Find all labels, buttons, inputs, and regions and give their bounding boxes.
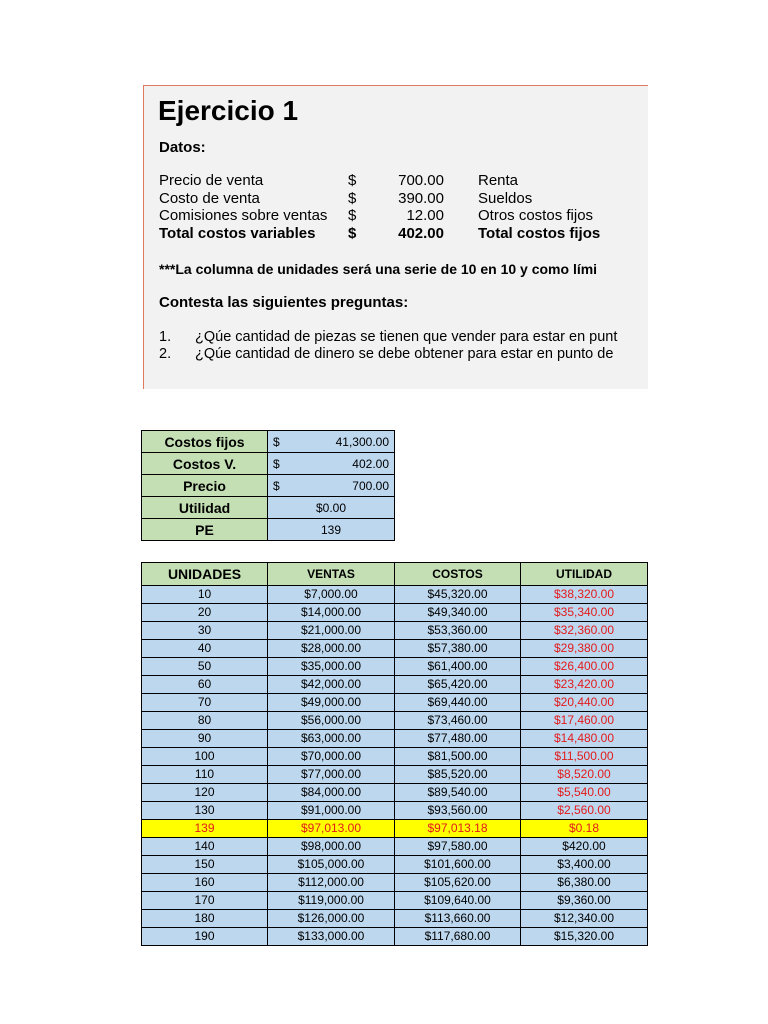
cell-utilidad[interactable]: $26,400.00 bbox=[521, 658, 648, 676]
summary-label: Costos V. bbox=[142, 453, 268, 475]
table-row bbox=[142, 856, 648, 874]
table-row-break-even bbox=[142, 820, 648, 838]
currency-sign: $ bbox=[273, 434, 280, 449]
table-row bbox=[142, 712, 648, 730]
dato-right-label: Total costos fijos bbox=[478, 225, 601, 242]
units-table bbox=[141, 562, 648, 946]
cell-ventas[interactable]: $28,000.00 bbox=[268, 640, 395, 658]
cell-costos[interactable]: $45,320.00 bbox=[395, 586, 521, 604]
table-row bbox=[142, 748, 648, 766]
cell-unidades[interactable]: 130 bbox=[142, 802, 268, 820]
dato-right-label: Renta bbox=[478, 172, 519, 189]
cell-costos[interactable]: $85,520.00 bbox=[395, 766, 521, 784]
cell-unidades[interactable]: 70 bbox=[142, 694, 268, 712]
cell-utilidad[interactable]: $0.18 bbox=[521, 820, 648, 838]
cell-costos[interactable]: $97,013.18 bbox=[395, 820, 521, 838]
summary-row-precio bbox=[142, 475, 395, 497]
dato-currency: $ bbox=[348, 207, 357, 224]
table-row bbox=[142, 874, 648, 892]
dato-amount: 12.00 bbox=[406, 207, 444, 224]
table-row bbox=[142, 928, 648, 946]
dato-label: Total costos variables bbox=[159, 225, 316, 242]
datos-label: Datos: bbox=[159, 139, 206, 156]
dato-amount: 402.00 bbox=[398, 225, 444, 242]
cell-utilidad[interactable]: $15,320.00 bbox=[521, 928, 648, 946]
cell-utilidad[interactable]: $6,380.00 bbox=[521, 874, 648, 892]
table-row bbox=[142, 658, 648, 676]
cell-unidades[interactable]: 140 bbox=[142, 838, 268, 856]
cell-costos[interactable]: $89,540.00 bbox=[395, 784, 521, 802]
dato-label: Costo de venta bbox=[159, 190, 260, 207]
summary-label: Precio bbox=[142, 475, 268, 497]
cell-costos[interactable]: $81,500.00 bbox=[395, 748, 521, 766]
cell-costos[interactable]: $105,620.00 bbox=[395, 874, 521, 892]
column-header-costos[interactable]: COSTOS bbox=[395, 563, 521, 586]
cell-unidades[interactable]: 100 bbox=[142, 748, 268, 766]
cell-utilidad[interactable]: $2,560.00 bbox=[521, 802, 648, 820]
cell-costos[interactable]: $65,420.00 bbox=[395, 676, 521, 694]
cell-ventas[interactable]: $112,000.00 bbox=[268, 874, 395, 892]
cell-utilidad[interactable]: $3,400.00 bbox=[521, 856, 648, 874]
column-header-ventas[interactable]: VENTAS bbox=[268, 563, 395, 586]
cell-ventas[interactable]: $63,000.00 bbox=[268, 730, 395, 748]
summary-value: 700.00 bbox=[352, 478, 389, 493]
units-header-row bbox=[142, 563, 648, 586]
cell-ventas[interactable]: $70,000.00 bbox=[268, 748, 395, 766]
cell-ventas[interactable]: $119,000.00 bbox=[268, 892, 395, 910]
currency-sign: $ bbox=[273, 478, 280, 493]
cell-utilidad[interactable]: $8,520.00 bbox=[521, 766, 648, 784]
cell-utilidad[interactable]: $38,320.00 bbox=[521, 586, 648, 604]
cell-unidades[interactable]: 90 bbox=[142, 730, 268, 748]
cell-unidades[interactable]: 139 bbox=[142, 820, 268, 838]
cell-unidades[interactable]: 50 bbox=[142, 658, 268, 676]
summary-value[interactable]: $0.00 bbox=[268, 497, 395, 519]
cell-utilidad[interactable]: $12,340.00 bbox=[521, 910, 648, 928]
cell-utilidad[interactable]: $23,420.00 bbox=[521, 676, 648, 694]
table-row bbox=[142, 586, 648, 604]
units-table-body bbox=[142, 586, 648, 946]
cell-unidades[interactable]: 110 bbox=[142, 766, 268, 784]
cell-costos[interactable]: $97,580.00 bbox=[395, 838, 521, 856]
cell-ventas[interactable]: $35,000.00 bbox=[268, 658, 395, 676]
cell-unidades[interactable]: 180 bbox=[142, 910, 268, 928]
cell-ventas[interactable]: $7,000.00 bbox=[268, 586, 395, 604]
summary-value-cell[interactable] bbox=[268, 431, 395, 453]
cell-unidades[interactable]: 20 bbox=[142, 604, 268, 622]
cell-unidades[interactable]: 30 bbox=[142, 622, 268, 640]
cell-costos[interactable]: $49,340.00 bbox=[395, 604, 521, 622]
table-row bbox=[142, 694, 648, 712]
cell-unidades[interactable]: 170 bbox=[142, 892, 268, 910]
cell-costos[interactable]: $69,440.00 bbox=[395, 694, 521, 712]
summary-value-cell[interactable] bbox=[268, 475, 395, 497]
table-row bbox=[142, 838, 648, 856]
cell-ventas[interactable]: $14,000.00 bbox=[268, 604, 395, 622]
cell-unidades[interactable]: 160 bbox=[142, 874, 268, 892]
table-row bbox=[142, 892, 648, 910]
cell-utilidad[interactable]: $17,460.00 bbox=[521, 712, 648, 730]
cell-costos[interactable]: $93,560.00 bbox=[395, 802, 521, 820]
dato-right-label: Sueldos bbox=[478, 190, 533, 207]
summary-row-utilidad bbox=[142, 497, 395, 519]
summary-label: PE bbox=[142, 519, 268, 541]
cell-ventas[interactable]: $91,000.00 bbox=[268, 802, 395, 820]
dato-currency: $ bbox=[348, 225, 357, 242]
questions-heading: Contesta las siguientes preguntas: bbox=[159, 294, 409, 311]
cell-costos[interactable]: $73,460.00 bbox=[395, 712, 521, 730]
dato-right-label: Otros costos fijos bbox=[478, 207, 594, 224]
dato-amount: 390.00 bbox=[398, 190, 444, 207]
cell-ventas[interactable]: $21,000.00 bbox=[268, 622, 395, 640]
cell-ventas[interactable]: $56,000.00 bbox=[268, 712, 395, 730]
cell-unidades[interactable]: 60 bbox=[142, 676, 268, 694]
table-row bbox=[142, 622, 648, 640]
exercise-panel bbox=[143, 85, 648, 389]
cell-unidades[interactable]: 80 bbox=[142, 712, 268, 730]
summary-value[interactable]: 139 bbox=[268, 519, 395, 541]
cell-unidades[interactable]: 190 bbox=[142, 928, 268, 946]
question-number: 2. bbox=[159, 346, 172, 362]
summary-table bbox=[141, 430, 395, 541]
cell-utilidad[interactable]: $35,340.00 bbox=[521, 604, 648, 622]
exercise-note: ***La columna de unidades será una serie de 10 en 10 y como lími bbox=[159, 261, 598, 277]
dato-currency: $ bbox=[348, 172, 357, 189]
cell-utilidad[interactable]: $5,540.00 bbox=[521, 784, 648, 802]
cell-unidades[interactable]: 40 bbox=[142, 640, 268, 658]
cell-ventas[interactable]: $42,000.00 bbox=[268, 676, 395, 694]
summary-row-costos-v bbox=[142, 453, 395, 475]
cell-costos[interactable]: $53,360.00 bbox=[395, 622, 521, 640]
question-number: 1. bbox=[159, 329, 172, 345]
summary-value: 402.00 bbox=[352, 456, 389, 471]
dato-amount: 700.00 bbox=[398, 172, 444, 189]
cell-ventas[interactable]: $126,000.00 bbox=[268, 910, 395, 928]
cell-costos[interactable]: $77,480.00 bbox=[395, 730, 521, 748]
summary-value-cell[interactable] bbox=[268, 453, 395, 475]
cell-utilidad[interactable]: $29,380.00 bbox=[521, 640, 648, 658]
summary-label: Utilidad bbox=[142, 497, 268, 519]
table-row bbox=[142, 676, 648, 694]
cell-utilidad[interactable]: $20,440.00 bbox=[521, 694, 648, 712]
cell-ventas[interactable]: $98,000.00 bbox=[268, 838, 395, 856]
table-row bbox=[142, 766, 648, 784]
table-row bbox=[142, 802, 648, 820]
cell-ventas[interactable]: $97,013.00 bbox=[268, 820, 395, 838]
cell-utilidad[interactable]: $9,360.00 bbox=[521, 892, 648, 910]
cell-costos[interactable]: $101,600.00 bbox=[395, 856, 521, 874]
cell-costos[interactable]: $117,680.00 bbox=[395, 928, 521, 946]
table-row bbox=[142, 910, 648, 928]
summary-row-costos-fijos bbox=[142, 431, 395, 453]
currency-sign: $ bbox=[273, 456, 280, 471]
cell-unidades[interactable]: 10 bbox=[142, 586, 268, 604]
question-text: ¿Qúe cantidad de piezas se tienen que vender para estar en punt bbox=[195, 329, 618, 345]
dato-currency: $ bbox=[348, 190, 357, 207]
cell-ventas[interactable]: $77,000.00 bbox=[268, 766, 395, 784]
column-header-unidades[interactable]: UNIDADES bbox=[142, 563, 268, 586]
cell-ventas[interactable]: $84,000.00 bbox=[268, 784, 395, 802]
cell-utilidad[interactable]: $11,500.00 bbox=[521, 748, 648, 766]
cell-costos[interactable]: $61,400.00 bbox=[395, 658, 521, 676]
table-row bbox=[142, 640, 648, 658]
exercise-title: Ejercicio 1 bbox=[158, 95, 299, 126]
table-row bbox=[142, 730, 648, 748]
table-row bbox=[142, 784, 648, 802]
cell-costos[interactable]: $57,380.00 bbox=[395, 640, 521, 658]
cell-utilidad[interactable]: $14,480.00 bbox=[521, 730, 648, 748]
cell-costos[interactable]: $113,660.00 bbox=[395, 910, 521, 928]
cell-utilidad[interactable]: $420.00 bbox=[521, 838, 648, 856]
cell-ventas[interactable]: $105,000.00 bbox=[268, 856, 395, 874]
cell-costos[interactable]: $109,640.00 bbox=[395, 892, 521, 910]
dato-label: Precio de venta bbox=[159, 172, 264, 189]
cell-utilidad[interactable]: $32,360.00 bbox=[521, 622, 648, 640]
cell-ventas[interactable]: $133,000.00 bbox=[268, 928, 395, 946]
table-row bbox=[142, 604, 648, 622]
cell-unidades[interactable]: 150 bbox=[142, 856, 268, 874]
dato-label: Comisiones sobre ventas bbox=[159, 207, 328, 224]
column-header-utilidad[interactable]: UTILIDAD bbox=[521, 563, 648, 586]
summary-label: Costos fijos bbox=[142, 431, 268, 453]
summary-value: 41,300.00 bbox=[335, 434, 389, 449]
cell-ventas[interactable]: $49,000.00 bbox=[268, 694, 395, 712]
cell-unidades[interactable]: 120 bbox=[142, 784, 268, 802]
question-text: ¿Qúe cantidad de dinero se debe obtener para estar en punto de bbox=[195, 346, 614, 362]
summary-row-pe bbox=[142, 519, 395, 541]
